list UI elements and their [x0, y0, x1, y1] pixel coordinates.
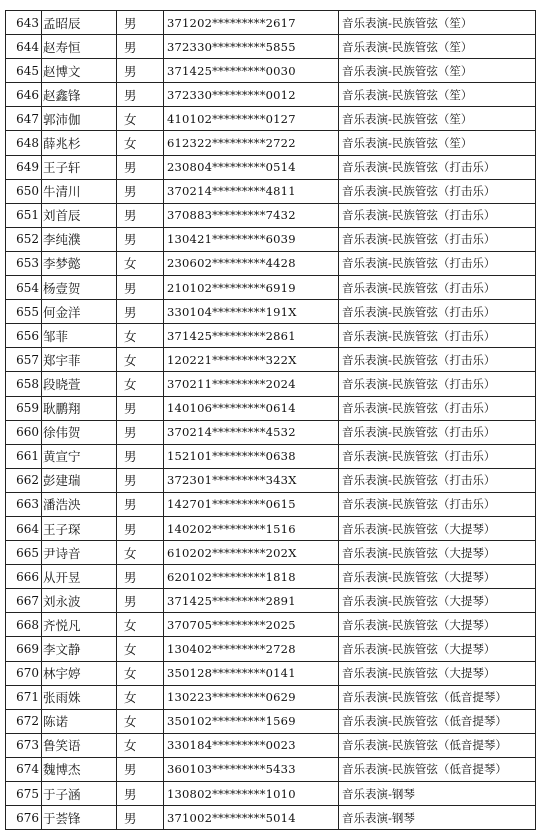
major-cell: 音乐表演-民族管弦（打击乐）: [339, 251, 536, 275]
table-row: [6, 179, 536, 203]
name-cell: 从开昱: [42, 565, 117, 589]
name-cell: 赵博文: [42, 59, 117, 83]
table-row: [6, 492, 536, 516]
row-number-cell: 669: [6, 637, 42, 661]
major-cell: 音乐表演-民族管弦（打击乐）: [339, 276, 536, 300]
row-number-cell: 656: [6, 324, 42, 348]
major-cell: 音乐表演-民族管弦（打击乐）: [339, 179, 536, 203]
table-row: [6, 757, 536, 781]
id-number-cell: 371002*********5014: [164, 806, 339, 830]
major-cell: 音乐表演-民族管弦（笙）: [339, 59, 536, 83]
table-row: [6, 372, 536, 396]
major-cell: 音乐表演-民族管弦（打击乐）: [339, 468, 536, 492]
gender-cell: 男: [117, 492, 164, 516]
table-row: [6, 300, 536, 324]
name-cell: 赵寿恒: [42, 35, 117, 59]
row-number-cell: 670: [6, 661, 42, 685]
id-number-cell: 371425*********0030: [164, 59, 339, 83]
id-number-cell: 350128*********0141: [164, 661, 339, 685]
gender-cell: 女: [117, 348, 164, 372]
id-number-cell: 130421*********6039: [164, 227, 339, 251]
table-row: [6, 516, 536, 540]
row-number-cell: 664: [6, 516, 42, 540]
id-number-cell: 371202*********2617: [164, 11, 339, 35]
name-cell: 李纯濮: [42, 227, 117, 251]
id-number-cell: 372330*********5855: [164, 35, 339, 59]
id-number-cell: 350102*********1569: [164, 709, 339, 733]
row-number-cell: 676: [6, 806, 42, 830]
table-row: [6, 59, 536, 83]
gender-cell: 男: [117, 516, 164, 540]
name-cell: 于子涵: [42, 782, 117, 806]
gender-cell: 女: [117, 637, 164, 661]
table-row: [6, 420, 536, 444]
table-row: [6, 83, 536, 107]
gender-cell: 男: [117, 396, 164, 420]
major-cell: 音乐表演-钢琴: [339, 782, 536, 806]
row-number-cell: 651: [6, 203, 42, 227]
row-number-cell: 675: [6, 782, 42, 806]
id-number-cell: 372301*********343X: [164, 468, 339, 492]
name-cell: 张雨姝: [42, 685, 117, 709]
table-row: [6, 565, 536, 589]
row-number-cell: 659: [6, 396, 42, 420]
name-cell: 尹诗音: [42, 541, 117, 565]
gender-cell: 女: [117, 541, 164, 565]
major-cell: 音乐表演-民族管弦（大提琴）: [339, 516, 536, 540]
row-number-cell: 665: [6, 541, 42, 565]
name-cell: 郭沛伽: [42, 107, 117, 131]
id-number-cell: 130223*********0629: [164, 685, 339, 709]
id-number-cell: 370705*********2025: [164, 613, 339, 637]
gender-cell: 男: [117, 227, 164, 251]
row-number-cell: 672: [6, 709, 42, 733]
name-cell: 鲁笑语: [42, 733, 117, 757]
row-number-cell: 645: [6, 59, 42, 83]
gender-cell: 男: [117, 806, 164, 830]
major-cell: 音乐表演-民族管弦（低音提琴）: [339, 685, 536, 709]
id-number-cell: 610202*********202X: [164, 541, 339, 565]
gender-cell: 女: [117, 251, 164, 275]
row-number-cell: 661: [6, 444, 42, 468]
id-number-cell: 612322*********2722: [164, 131, 339, 155]
name-cell: 李文静: [42, 637, 117, 661]
gender-cell: 男: [117, 203, 164, 227]
name-cell: 邹菲: [42, 324, 117, 348]
row-number-cell: 666: [6, 565, 42, 589]
table-row: [6, 11, 536, 35]
name-cell: 段晓萱: [42, 372, 117, 396]
name-cell: 李梦懿: [42, 251, 117, 275]
id-number-cell: 140106*********0614: [164, 396, 339, 420]
major-cell: 音乐表演-民族管弦（笙）: [339, 131, 536, 155]
table-row: [6, 107, 536, 131]
row-number-cell: 648: [6, 131, 42, 155]
id-number-cell: 210102*********6919: [164, 276, 339, 300]
table-row: [6, 324, 536, 348]
name-cell: 黄宣宁: [42, 444, 117, 468]
major-cell: 音乐表演-民族管弦（打击乐）: [339, 155, 536, 179]
name-cell: 郑宇菲: [42, 348, 117, 372]
row-number-cell: 668: [6, 613, 42, 637]
table-row: [6, 685, 536, 709]
name-cell: 薛兆杉: [42, 131, 117, 155]
table-row: [6, 468, 536, 492]
name-cell: 魏博杰: [42, 757, 117, 781]
id-number-cell: 152101*********0638: [164, 444, 339, 468]
row-number-cell: 644: [6, 35, 42, 59]
gender-cell: 男: [117, 468, 164, 492]
major-cell: 音乐表演-民族管弦（打击乐）: [339, 300, 536, 324]
table-row: [6, 589, 536, 613]
major-cell: 音乐表演-民族管弦（打击乐）: [339, 492, 536, 516]
gender-cell: 男: [117, 300, 164, 324]
id-number-cell: 370211*********2024: [164, 372, 339, 396]
name-cell: 何金洋: [42, 300, 117, 324]
gender-cell: 男: [117, 35, 164, 59]
major-cell: 音乐表演-民族管弦（笙）: [339, 107, 536, 131]
name-cell: 王子轩: [42, 155, 117, 179]
major-cell: 音乐表演-民族管弦（打击乐）: [339, 444, 536, 468]
name-cell: 牛清川: [42, 179, 117, 203]
row-number-cell: 643: [6, 11, 42, 35]
id-number-cell: 330104*********191X: [164, 300, 339, 324]
row-number-cell: 674: [6, 757, 42, 781]
id-number-cell: 360103*********5433: [164, 757, 339, 781]
id-number-cell: 370214*********4811: [164, 179, 339, 203]
row-number-cell: 646: [6, 83, 42, 107]
major-cell: 音乐表演-钢琴: [339, 806, 536, 830]
gender-cell: 男: [117, 589, 164, 613]
major-cell: 音乐表演-民族管弦（打击乐）: [339, 396, 536, 420]
major-cell: 音乐表演-民族管弦（笙）: [339, 83, 536, 107]
row-number-cell: 647: [6, 107, 42, 131]
major-cell: 音乐表演-民族管弦（打击乐）: [339, 348, 536, 372]
row-number-cell: 673: [6, 733, 42, 757]
major-cell: 音乐表演-民族管弦（低音提琴）: [339, 757, 536, 781]
table-row: [6, 276, 536, 300]
gender-cell: 女: [117, 709, 164, 733]
row-number-cell: 649: [6, 155, 42, 179]
id-number-cell: 140202*********1516: [164, 516, 339, 540]
major-cell: 音乐表演-民族管弦（大提琴）: [339, 637, 536, 661]
gender-cell: 女: [117, 733, 164, 757]
table-row: [6, 155, 536, 179]
row-number-cell: 671: [6, 685, 42, 709]
id-number-cell: 410102*********0127: [164, 107, 339, 131]
table-row: [6, 782, 536, 806]
table-row: [6, 444, 536, 468]
name-cell: 耿鹏翔: [42, 396, 117, 420]
student-list-table: [5, 10, 536, 830]
table-row: [6, 251, 536, 275]
major-cell: 音乐表演-民族管弦（打击乐）: [339, 372, 536, 396]
gender-cell: 男: [117, 11, 164, 35]
row-number-cell: 663: [6, 492, 42, 516]
name-cell: 刘首辰: [42, 203, 117, 227]
gender-cell: 男: [117, 565, 164, 589]
table-row: [6, 709, 536, 733]
gender-cell: 男: [117, 420, 164, 444]
name-cell: 赵鑫锋: [42, 83, 117, 107]
id-number-cell: 370214*********4532: [164, 420, 339, 444]
row-number-cell: 657: [6, 348, 42, 372]
table-row: [6, 131, 536, 155]
table-row: [6, 613, 536, 637]
id-number-cell: 620102*********1818: [164, 565, 339, 589]
table-row: [6, 661, 536, 685]
gender-cell: 男: [117, 444, 164, 468]
id-number-cell: 130802*********1010: [164, 782, 339, 806]
name-cell: 刘永波: [42, 589, 117, 613]
name-cell: 齐悦凡: [42, 613, 117, 637]
gender-cell: 男: [117, 276, 164, 300]
id-number-cell: 120221*********322X: [164, 348, 339, 372]
gender-cell: 女: [117, 613, 164, 637]
gender-cell: 男: [117, 59, 164, 83]
id-number-cell: 230602*********4428: [164, 251, 339, 275]
row-number-cell: 650: [6, 179, 42, 203]
id-number-cell: 230804*********0514: [164, 155, 339, 179]
gender-cell: 女: [117, 372, 164, 396]
name-cell: 陈诺: [42, 709, 117, 733]
row-number-cell: 652: [6, 227, 42, 251]
major-cell: 音乐表演-民族管弦（打击乐）: [339, 227, 536, 251]
name-cell: 孟昭辰: [42, 11, 117, 35]
major-cell: 音乐表演-民族管弦（大提琴）: [339, 589, 536, 613]
table-row: [6, 733, 536, 757]
row-number-cell: 667: [6, 589, 42, 613]
major-cell: 音乐表演-民族管弦（大提琴）: [339, 541, 536, 565]
table-row: [6, 637, 536, 661]
id-number-cell: 370883*********7432: [164, 203, 339, 227]
name-cell: 潘浩泱: [42, 492, 117, 516]
row-number-cell: 655: [6, 300, 42, 324]
major-cell: 音乐表演-民族管弦（笙）: [339, 11, 536, 35]
major-cell: 音乐表演-民族管弦（笙）: [339, 35, 536, 59]
table-row: [6, 396, 536, 420]
name-cell: 王子琛: [42, 516, 117, 540]
table-row: [6, 541, 536, 565]
gender-cell: 男: [117, 83, 164, 107]
table-row: [6, 806, 536, 830]
id-number-cell: 142701*********0615: [164, 492, 339, 516]
name-cell: 林宇婷: [42, 661, 117, 685]
row-number-cell: 653: [6, 251, 42, 275]
name-cell: 徐伟贺: [42, 420, 117, 444]
gender-cell: 女: [117, 131, 164, 155]
gender-cell: 女: [117, 661, 164, 685]
gender-cell: 女: [117, 324, 164, 348]
table-body: [6, 11, 536, 830]
gender-cell: 女: [117, 107, 164, 131]
table-row: [6, 227, 536, 251]
row-number-cell: 654: [6, 276, 42, 300]
id-number-cell: 330184*********0023: [164, 733, 339, 757]
major-cell: 音乐表演-民族管弦（打击乐）: [339, 420, 536, 444]
major-cell: 音乐表演-民族管弦（低音提琴）: [339, 709, 536, 733]
row-number-cell: 662: [6, 468, 42, 492]
major-cell: 音乐表演-民族管弦（大提琴）: [339, 613, 536, 637]
table-row: [6, 35, 536, 59]
row-number-cell: 660: [6, 420, 42, 444]
table-row: [6, 348, 536, 372]
major-cell: 音乐表演-民族管弦（低音提琴）: [339, 733, 536, 757]
table-row: [6, 203, 536, 227]
id-number-cell: 372330*********0012: [164, 83, 339, 107]
major-cell: 音乐表演-民族管弦（大提琴）: [339, 565, 536, 589]
id-number-cell: 371425*********2861: [164, 324, 339, 348]
name-cell: 彭建瑞: [42, 468, 117, 492]
row-number-cell: 658: [6, 372, 42, 396]
gender-cell: 男: [117, 757, 164, 781]
id-number-cell: 371425*********2891: [164, 589, 339, 613]
major-cell: 音乐表演-民族管弦（大提琴）: [339, 661, 536, 685]
gender-cell: 男: [117, 179, 164, 203]
gender-cell: 女: [117, 685, 164, 709]
gender-cell: 男: [117, 782, 164, 806]
id-number-cell: 130402*********2728: [164, 637, 339, 661]
major-cell: 音乐表演-民族管弦（打击乐）: [339, 203, 536, 227]
name-cell: 于荟锋: [42, 806, 117, 830]
gender-cell: 男: [117, 155, 164, 179]
major-cell: 音乐表演-民族管弦（打击乐）: [339, 324, 536, 348]
name-cell: 杨壹贺: [42, 276, 117, 300]
